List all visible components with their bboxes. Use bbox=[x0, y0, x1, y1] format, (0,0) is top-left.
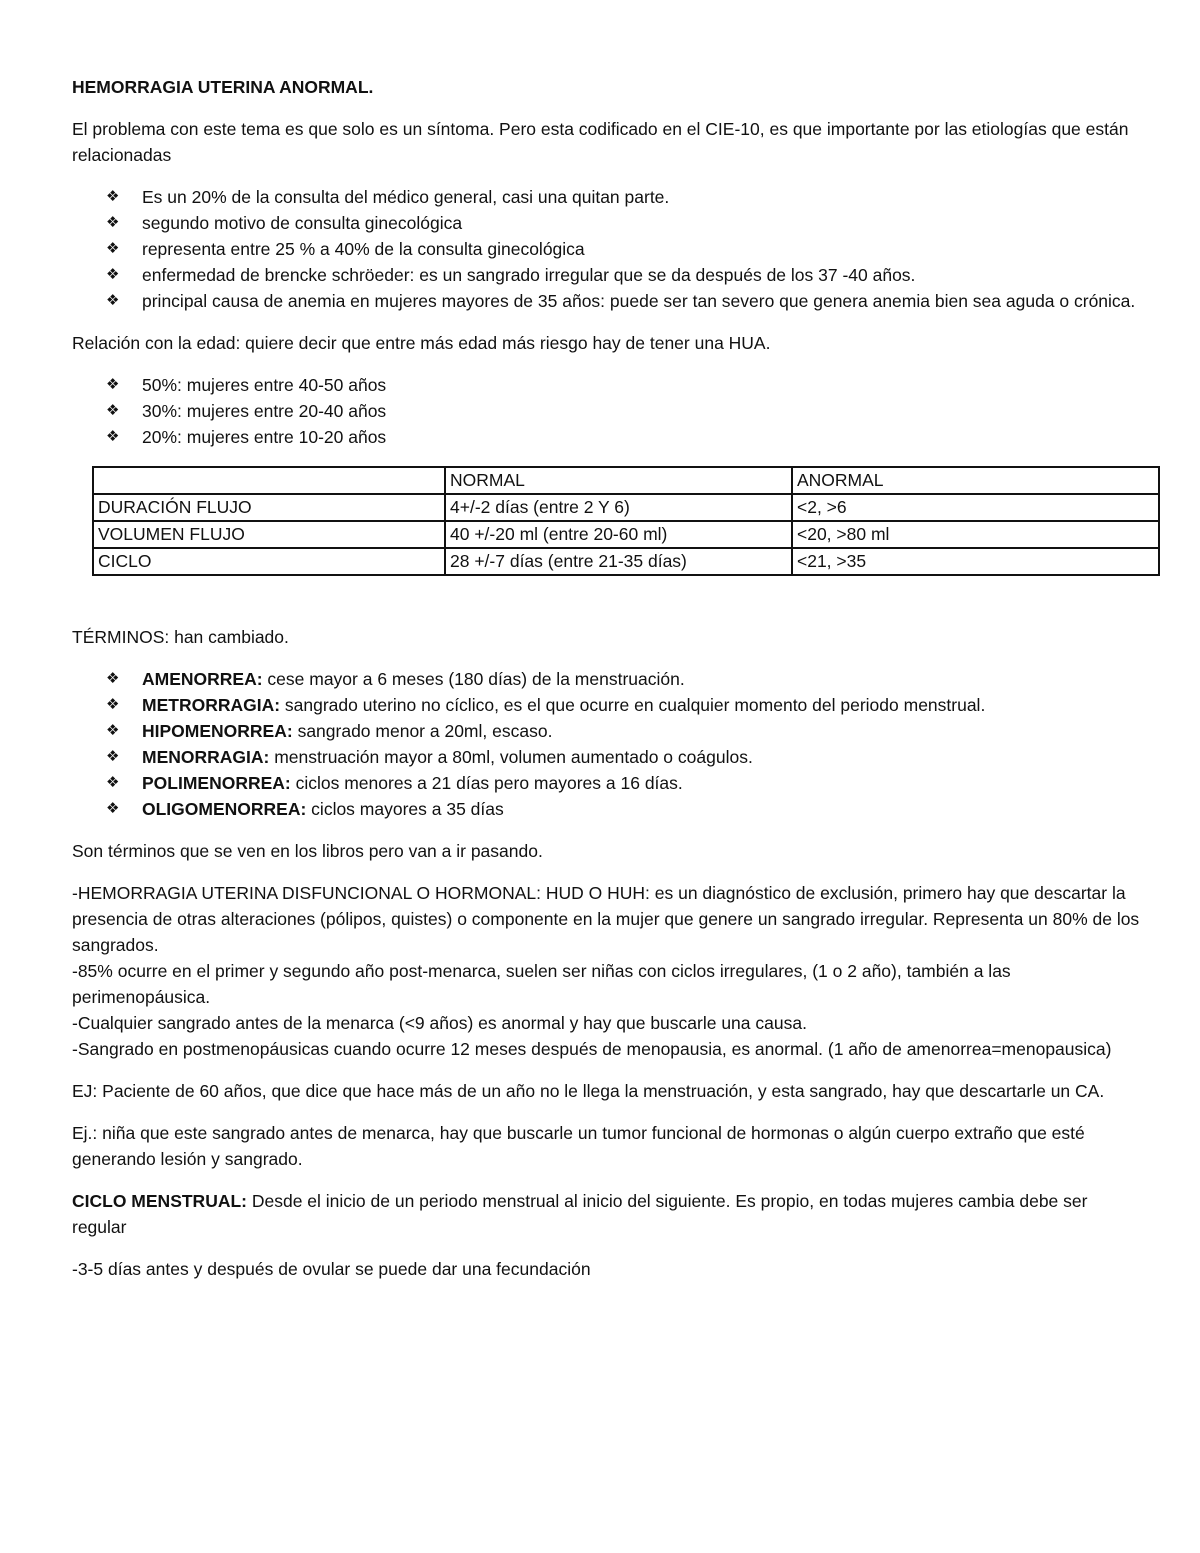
list-item: ❖ principal causa de anemia en mujeres mayores de 35 años: puede ser tan severo que genera anemia bien sea aguda o crónica. bbox=[142, 288, 1142, 314]
diamond-bullet-icon: ❖ bbox=[106, 266, 120, 283]
menstrual-cycle-paragraph bbox=[72, 1188, 1142, 1240]
term-label: METRORRAGIA: bbox=[142, 695, 281, 715]
terms-bullet-list bbox=[72, 666, 1142, 822]
age-bullet-list bbox=[72, 372, 1142, 450]
list-item: ❖ Es un 20% de la consulta del médico general, casi una quitan parte. bbox=[142, 184, 1142, 210]
term-label: OLIGOMENORREA: bbox=[142, 799, 307, 819]
page-title: HEMORRAGIA UTERINA ANORMAL. bbox=[72, 77, 374, 97]
diamond-bullet-icon: ❖ bbox=[106, 402, 120, 419]
table-cell: 40 +/-20 ml (entre 20-60 ml) bbox=[445, 521, 792, 548]
term-definition: sangrado uterino no cíclico, es el que ocurre en cualquier momento del periodo menstrual. bbox=[280, 695, 986, 715]
diamond-bullet-icon: ❖ bbox=[106, 188, 120, 205]
diamond-bullet-icon: ❖ bbox=[106, 722, 120, 739]
table-cell: <20, >80 ml bbox=[792, 521, 1159, 548]
table-header-cell: NORMAL bbox=[445, 467, 792, 494]
table-cell: 28 +/-7 días (entre 21-35 días) bbox=[445, 548, 792, 575]
intro-bullet-list bbox=[72, 184, 1142, 314]
list-item: ❖ enfermedad de brencke schröeder: es un sangrado irregular que se da después de los 37 -40 años. bbox=[142, 262, 1142, 288]
list-item: ❖ 20%: mujeres entre 10-20 años bbox=[142, 424, 1142, 450]
table-cell: VOLUMEN FLUJO bbox=[93, 521, 445, 548]
diamond-bullet-icon: ❖ bbox=[106, 376, 120, 393]
list-item bbox=[106, 718, 1142, 744]
list-item bbox=[106, 666, 1142, 692]
table-row bbox=[93, 494, 1159, 521]
diamond-bullet-icon: ❖ bbox=[106, 800, 120, 817]
diamond-bullet-icon: ❖ bbox=[106, 428, 120, 445]
diamond-bullet-icon: ❖ bbox=[106, 214, 120, 231]
term-definition: cese mayor a 6 meses (180 días) de la menstruación. bbox=[262, 669, 685, 689]
diamond-bullet-icon: ❖ bbox=[106, 240, 120, 257]
term-label: POLIMENORREA: bbox=[142, 773, 291, 793]
table-header-row bbox=[93, 467, 1159, 494]
term-definition: ciclos menores a 21 días pero mayores a 16 días. bbox=[290, 773, 683, 793]
term-definition: menstruación mayor a 80ml, volumen aumentado o coágulos. bbox=[269, 747, 753, 767]
table-cell: <21, >35 bbox=[792, 548, 1159, 575]
diamond-bullet-icon: ❖ bbox=[106, 696, 120, 713]
term-label: AMENORREA: bbox=[142, 669, 263, 689]
list-item bbox=[106, 770, 1142, 796]
list-item: ❖ 30%: mujeres entre 20-40 años bbox=[142, 398, 1142, 424]
menstrual-cycle-label: CICLO MENSTRUAL: bbox=[72, 1191, 247, 1211]
hud-85-paragraph: -85% ocurre en el primer y segundo año post-menarca, suelen ser niñas con ciclos irregulares, (1 o 2 año), también a las perimenopáusica. bbox=[72, 961, 1011, 1007]
term-label: MENORRAGIA: bbox=[142, 747, 270, 767]
table-cell: CICLO bbox=[93, 548, 445, 575]
table-row bbox=[93, 521, 1159, 548]
terms-heading: TÉRMINOS: han cambiado. bbox=[72, 627, 289, 647]
hud-postmenopause-paragraph: -Sangrado en postmenopáusicas cuando ocurre 12 meses después de menopausia, es anormal. (1 año de amenorrea=menopausica) bbox=[72, 1039, 1112, 1059]
term-label: HIPOMENORREA: bbox=[142, 721, 293, 741]
list-item bbox=[106, 796, 1142, 822]
diamond-bullet-icon: ❖ bbox=[106, 774, 120, 791]
list-item bbox=[106, 744, 1142, 770]
hud-paragraph: -HEMORRAGIA UTERINA DISFUNCIONAL O HORMONAL: HUD O HUH: es un diagnóstico de exclusión, primero hay que descartar la presencia de otras alteraciones (pólipos, quistes) o componente en la mujer que genere un sangrado irregular. Representa un 80% de los sangrados. bbox=[72, 883, 1140, 955]
example-2-paragraph: Ej.: niña que este sangrado antes de menarca, hay que buscarle un tumor funcional de hormonas o algún cuerpo extraño que esté generando lesión y sangrado. bbox=[72, 1123, 1085, 1169]
fertility-window-paragraph: -3-5 días antes y después de ovular se puede dar una fecundación bbox=[72, 1259, 591, 1279]
document-page bbox=[72, 74, 1142, 1282]
table-cell: DURACIÓN FLUJO bbox=[93, 494, 445, 521]
hud-menarca-paragraph: -Cualquier sangrado antes de la menarca (<9 años) es anormal y hay que buscarle una causa. bbox=[72, 1013, 807, 1033]
age-relation-paragraph: Relación con la edad: quiere decir que entre más edad más riesgo hay de tener una HUA. bbox=[72, 333, 771, 353]
table-header-cell: ANORMAL bbox=[792, 467, 1159, 494]
example-1-paragraph: EJ: Paciente de 60 años, que dice que hace más de un año no le llega la menstruación, y esta sangrado, hay que descartarle un CA. bbox=[72, 1081, 1105, 1101]
table-header-cell bbox=[93, 467, 445, 494]
table-row bbox=[93, 548, 1159, 575]
table-cell: <2, >6 bbox=[792, 494, 1159, 521]
list-item bbox=[106, 692, 1142, 718]
term-definition: sangrado menor a 20ml, escaso. bbox=[292, 721, 553, 741]
list-item: ❖ segundo motivo de consulta ginecológica bbox=[142, 210, 1142, 236]
diamond-bullet-icon: ❖ bbox=[106, 292, 120, 309]
list-item: ❖ representa entre 25 % a 40% de la consulta ginecológica bbox=[142, 236, 1142, 262]
menstrual-parameters-table bbox=[92, 466, 1160, 576]
menstrual-cycle-text: Desde el inicio de un periodo menstrual al inicio del siguiente. Es propio, en todas mujeres cambia debe ser regular bbox=[72, 1191, 1088, 1237]
diamond-bullet-icon: ❖ bbox=[106, 670, 120, 687]
intro-paragraph: El problema con este tema es que solo es un síntoma. Pero esta codificado en el CIE-10, es que importante por las etiologías que están relacionadas bbox=[72, 119, 1129, 165]
terms-note: Son términos que se ven en los libros pero van a ir pasando. bbox=[72, 841, 543, 861]
list-item: ❖ 50%: mujeres entre 40-50 años bbox=[142, 372, 1142, 398]
diamond-bullet-icon: ❖ bbox=[106, 748, 120, 765]
table-cell: 4+/-2 días (entre 2 Y 6) bbox=[445, 494, 792, 521]
term-definition: ciclos mayores a 35 días bbox=[306, 799, 504, 819]
